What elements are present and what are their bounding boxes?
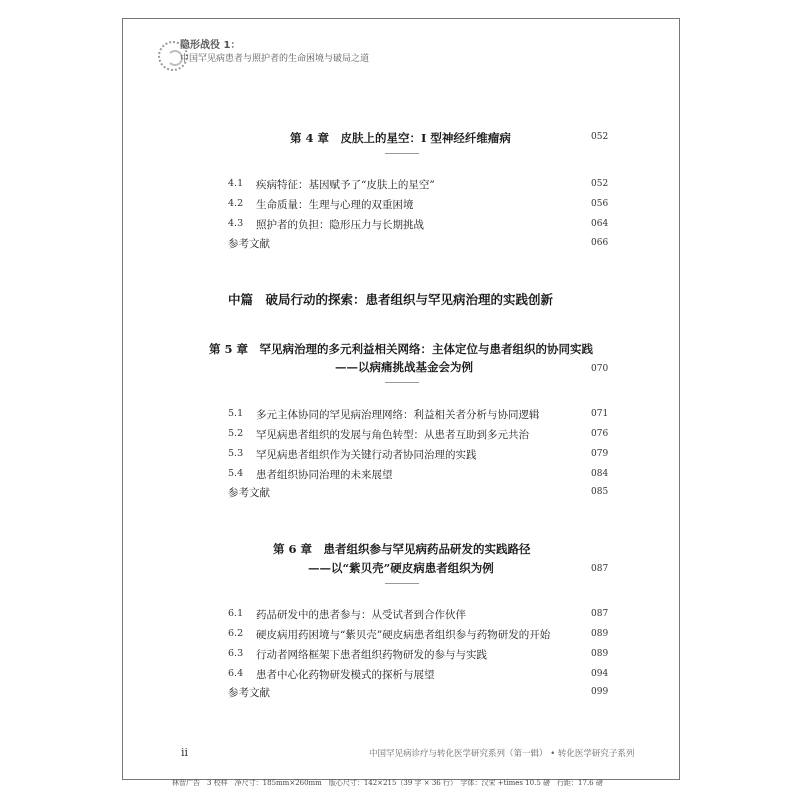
toc-section-number: 6.1 xyxy=(228,608,244,619)
toc-section-page: 089 xyxy=(591,649,609,659)
toc-references: 参考文献 xyxy=(228,687,270,699)
toc-section-title: 多元主体协同的罕见病治理网络：利益相关者分析与协同逻辑 xyxy=(256,409,540,421)
toc-references-page: 066 xyxy=(591,238,609,248)
toc-section-page: 056 xyxy=(591,199,609,209)
chapter-5-divider xyxy=(385,382,419,383)
toc-section-page: 076 xyxy=(591,429,609,439)
toc-section-page: 094 xyxy=(591,669,609,679)
toc-section-title: 生命质量：生理与心理的双重困境 xyxy=(256,199,414,211)
toc-section-page: 052 xyxy=(591,179,609,189)
chapter-4-divider xyxy=(385,153,419,154)
toc-references-page: 099 xyxy=(591,687,609,697)
chapter-4-title: 第 4 章 皮肤上的星空：I 型神经纤维瘤病 xyxy=(290,131,511,145)
toc-references: 参考文献 xyxy=(228,487,270,499)
toc-section-title: 罕见病患者组织的发展与角色转型：从患者互助到多元共治 xyxy=(256,429,529,441)
toc-section-number: 6.3 xyxy=(228,648,244,659)
toc-section-number: 5.3 xyxy=(228,448,244,459)
toc-section-number: 5.4 xyxy=(228,468,244,479)
chapter-5-title: 第 5 章 罕见病治理的多元利益相关网络：主体定位与患者组织的协同实践 xyxy=(209,342,594,356)
toc-section-page: 087 xyxy=(591,609,609,619)
toc-section-number: 4.2 xyxy=(228,198,244,209)
toc-section-title: 照护者的负担：隐形压力与长期挑战 xyxy=(256,219,424,231)
toc-section-number: 4.3 xyxy=(228,218,244,229)
header-series-line: 隐形战役 1： xyxy=(180,40,241,51)
toc-section-page: 079 xyxy=(591,449,609,459)
chapter-6-page: 087 xyxy=(591,564,609,574)
toc-section-title: 患者中心化药物研发模式的探析与展望 xyxy=(256,669,435,681)
print-imprint-line: 林智广告 3 校样 净尺寸：185mm×260mm 版心尺寸：142×215（39 字 × 36 行） 字体：汉宋 +times 10.5 磅 行距：17.6 磅 xyxy=(172,779,603,787)
toc-section-page: 071 xyxy=(591,409,609,419)
toc-section-title: 行动者网络框架下患者组织药物研发的参与与实践 xyxy=(256,649,487,661)
toc-section-number: 5.2 xyxy=(228,428,244,439)
toc-section-number: 5.1 xyxy=(228,408,244,419)
toc-section-title: 药品研发中的患者参与：从受试者到合作伙伴 xyxy=(256,609,466,621)
header-subtitle-line: 中国罕见病患者与照护者的生命困境与破局之道 xyxy=(180,54,370,64)
toc-references-page: 085 xyxy=(591,487,609,497)
chapter-6-divider xyxy=(385,583,419,584)
chapter-5-subtitle: ——以病痛挑战基金会为例 xyxy=(335,360,473,374)
book-page xyxy=(122,18,680,780)
toc-references: 参考文献 xyxy=(228,238,270,250)
toc-section-title: 硬皮病用药困境与“紫贝壳”硬皮病患者组织参与药物研发的开始 xyxy=(256,629,551,641)
chapter-6-subtitle: ——以“紫贝壳”硬皮病患者组织为例 xyxy=(308,561,494,575)
chapter-5-page: 070 xyxy=(591,364,609,374)
toc-section-number: 6.4 xyxy=(228,668,244,679)
toc-section-number: 6.2 xyxy=(228,628,244,639)
toc-section-title: 疾病特征：基因赋予了“皮肤上的星空” xyxy=(256,179,435,191)
footer-series: 中国罕见病诊疗与转化医学研究系列（第一辑） • 转化医学研究子系列 xyxy=(369,749,635,759)
toc-section-title: 患者组织协同治理的未来展望 xyxy=(256,469,393,481)
part-title: 中篇 破局行动的探索：患者组织与罕见病治理的实践创新 xyxy=(228,292,554,307)
toc-section-number: 4.1 xyxy=(228,178,244,189)
footer-page-number: ii xyxy=(181,746,189,759)
toc-section-title: 罕见病患者组织作为关键行动者协同治理的实践 xyxy=(256,449,477,461)
chapter-4-page: 052 xyxy=(591,132,609,142)
toc-section-page: 089 xyxy=(591,629,609,639)
toc-section-page: 084 xyxy=(591,469,609,479)
toc-section-page: 064 xyxy=(591,219,609,229)
chapter-6-title: 第 6 章 患者组织参与罕见病药品研发的实践路径 xyxy=(273,542,531,556)
